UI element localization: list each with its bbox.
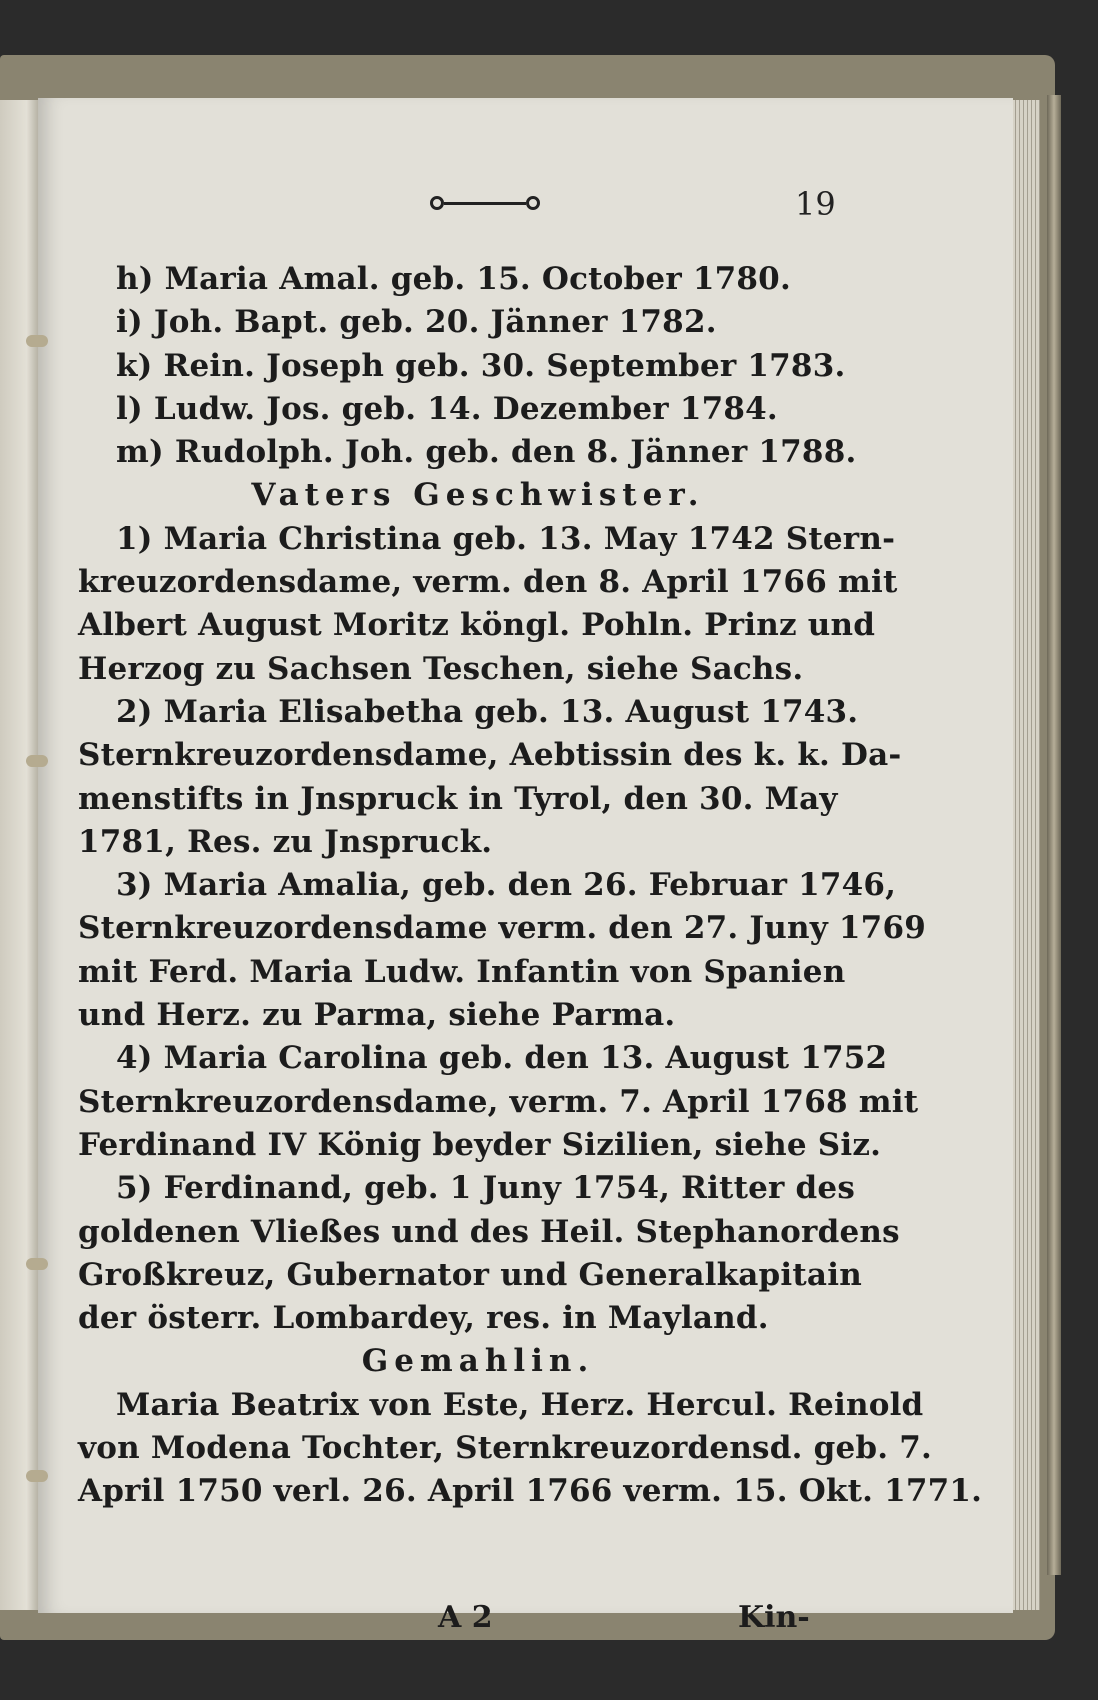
text-line: i) Joh. Bapt. geb. 20. Jänner 1782. (116, 304, 717, 341)
text-line: Sternkreuzordensdame, Aebtissin des k. k. Da- (78, 737, 902, 774)
text-line: m) Rudolph. Joh. geb. den 8. Jänner 1788. (116, 434, 857, 471)
text-line: kreuzordensdame, verm. den 8. April 1766 mit (78, 564, 898, 601)
text-line: 3) Maria Amalia, geb. den 26. Februar 1746, (116, 867, 897, 904)
text-line: h) Maria Amal. geb. 15. October 1780. (116, 261, 791, 297)
text-line: von Modena Tochter, Sternkreuzordensd. geb. 7. (78, 1430, 932, 1467)
page-text (78, 258, 983, 1514)
header-ornament (430, 193, 540, 213)
page-header (420, 185, 840, 225)
binding-stitch (26, 755, 48, 767)
text-line: Maria Beatrix von Este, Herz. Hercul. Reinold (116, 1386, 924, 1423)
text-line: der österr. Lombardey, res. in Mayland. (78, 1300, 769, 1337)
binding-stitch (26, 1470, 48, 1482)
text-line: Albert August Moritz köngl. Pohln. Prinz und (78, 607, 876, 644)
text-line: Herzog zu Sachsen Teschen, siehe Sachs. (78, 650, 804, 687)
binding-stitch (26, 1258, 48, 1270)
text-line: und Herz. zu Parma, siehe Parma. (78, 997, 676, 1034)
page-footer (78, 1600, 878, 1640)
text-line: 1781, Res. zu Jnspruck. (78, 823, 493, 860)
binding-stitch (26, 335, 48, 347)
text-line: Sternkreuzordensdame, verm. 7. April 1768 mit (78, 1083, 919, 1120)
text-line: k) Rein. Joseph geb. 30. September 1783. (116, 347, 846, 384)
text-line: mit Ferd. Maria Ludw. Infantin von Spanien (78, 953, 846, 990)
page-number: 19 (795, 185, 836, 223)
catchword: Kin- (738, 1600, 810, 1635)
section-heading: Vaters Geschwister. (251, 477, 705, 514)
text-line: April 1750 verl. 26. April 1766 verm. 15. Okt. 1771. (78, 1473, 983, 1510)
left-page-edge (0, 100, 38, 1610)
text-line: Ferdinand IV König beyder Sizilien, siehe Siz. (78, 1126, 882, 1163)
cover-spine-edge (1047, 95, 1061, 1575)
text-line: 4) Maria Carolina geb. den 13. August 1752 (116, 1040, 888, 1077)
text-line: menstifts in Jnspruck in Tyrol, den 30. May (78, 780, 838, 817)
text-line: goldenen Vließes und des Heil. Stephanordens (78, 1213, 900, 1250)
text-line: Sternkreuzordensdame verm. den 27. Juny 1769 (78, 910, 926, 947)
section-heading: Gemahlin. (361, 1343, 595, 1380)
signature-mark: A 2 (438, 1600, 493, 1635)
text-line: 5) Ferdinand, geb. 1 Juny 1754, Ritter des (116, 1170, 855, 1207)
text-line: l) Ludw. Jos. geb. 14. Dezember 1784. (116, 390, 778, 427)
text-line: 2) Maria Elisabetha geb. 13. August 1743. (116, 693, 859, 730)
text-line: 1) Maria Christina geb. 13. May 1742 Stern- (116, 520, 896, 557)
text-line: Großkreuz, Gubernator und Generalkapitain (78, 1256, 862, 1293)
